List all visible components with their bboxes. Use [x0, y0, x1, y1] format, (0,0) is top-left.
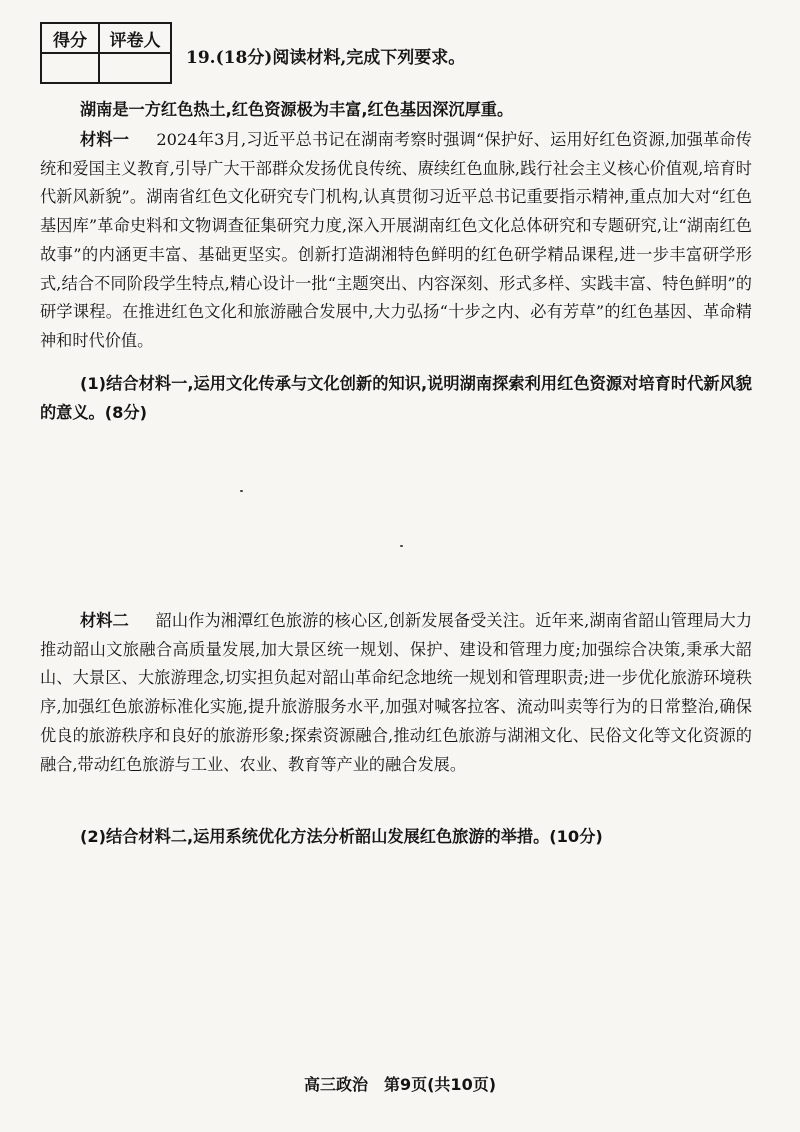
material-1-paragraph: [40, 126, 752, 356]
score-table: [40, 22, 172, 84]
score-header: 得分: [41, 23, 99, 53]
material-2-paragraph: [40, 607, 752, 779]
scan-speck: [240, 490, 243, 492]
scan-speck: [400, 545, 403, 547]
question-header: 19.(18分)阅读材料,完成下列要求。: [186, 48, 466, 68]
grader-header: 评卷人: [99, 23, 171, 53]
sub-question-2: (2)结合材料二,运用系统优化方法分析韶山发展红色旅游的举措。(10分): [80, 827, 603, 846]
sub-question-1: (1)结合材料一,运用文化传承与文化创新的知识,说明湖南探索利用红色资源对培育时代新风貌的意义。(8分): [40, 374, 752, 422]
material-2-text: 韶山作为湘潭红色旅游的核心区,创新发展备受关注。近年来,湖南省韶山管理局大力推动韶山文旅融合高质量发展,加大景区统一规划、保护、建设和管理力度;加强综合决策,秉承大韶山、大景区、大旅游理念,切实担负起对韶山革命纪念地统一规划和管理职责;进一步优化旅游环境秩序,加强红色旅游标准化实施,提升旅游服务水平,加强对喊客拉客、流动叫卖等行为的日常整治,确保优良的旅游秩序和良好的旅游形象;探索资源融合,推动红色旅游与湖湘文化、民俗文化等文化资源的融合,带动红色旅游与工业、农业、教育等产业的融合发展。: [40, 611, 753, 774]
intro-paragraph: 湖南是一方红色热土,红色资源极为丰富,红色基因深沉厚重。: [80, 100, 514, 119]
material-2-label: 材料二: [80, 611, 129, 630]
score-cell[interactable]: [41, 53, 99, 83]
material-1-label: 材料一: [80, 130, 130, 149]
page-footer: 高三政治 第9页(共10页): [303, 1075, 497, 1094]
grader-cell[interactable]: [99, 53, 171, 83]
material-1-text: 2024年3月,习近平总书记在湖南考察时强调“保护好、运用好红色资源,加强革命传统和爱国主义教育,引导广大干部群众发扬优良传统、赓续红色血脉,践行社会主义核心价值观,培育时代新风新貌”。湖南省红色文化研究专门机构,认真贯彻习近平总书记重要指示精神,重点加大对“红色基因库”革命史料和文物调查征集研究力度,深入开展湖南红色文化总体研究和专题研究,让“湖南红色故事”的内涵更丰富、基础更坚实。创新打造湖湘特色鲜明的红色研学精品课程,进一步丰富研学形式,结合不同阶段学生特点,精心设计一批“主题突出、内容深刻、形式多样、实践丰富、特色鲜明”的研学课程。在推进红色文化和旅游融合发展中,大力弘扬“十步之内、必有芳草”的红色基因、革命精神和时代价值。: [40, 130, 752, 350]
